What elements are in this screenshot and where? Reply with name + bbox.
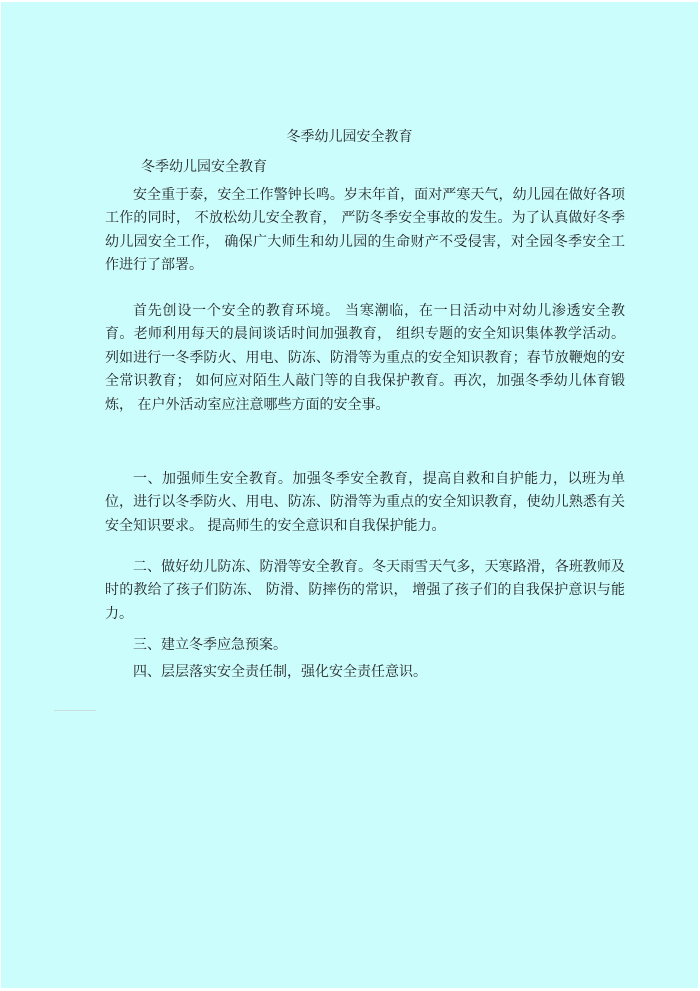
paragraph-emergency-plan: 三、建立冬季应急预案。 — [133, 637, 287, 653]
paragraph-environment: 首先创设一个安全的教育环境。 当寒潮临，在一日活动中对幼儿渗透安全教育。老师利用每天的晨间谈话时间加强教育， 组织专题的安全知识集体教学活动。列如进行一冬季防火、用电、防冻、防滑等为重点的安全知识教育；春节放鞭炮的安全常识教育； 如何应对陌生人敲门等的自我保护教育。再次，加强冬季幼儿体育锻炼， 在户外活动室应注意哪些方面的安全事。 — [105, 303, 625, 413]
paragraph-intro: 安全重于泰，安全工作警钟长鸣。岁末年首，面对严寒天气，幼儿园在做好各项工作的同时， 不放松幼儿安全教育， 严防冬季安全事故的发生。为了认真做好冬季幼儿园安全工作， 确保广大师生和幼儿园的生命财产不受侵害，对全园冬季安全工作进行了部署。 — [105, 187, 625, 274]
paragraph-responsibility: 四、层层落实安全责任制，强化安全责任意识。 — [133, 664, 427, 680]
paragraph-anti-freeze-slip: 二、做好幼儿防冻、防滑等安全教育。冬天雨雪天气多，天寒路滑，各班教师及时的教给了孩子们防冻、 防滑、防摔伤的常识， 增强了孩子们的自我保护意识与能力。 — [105, 559, 625, 622]
document-title: 冬季幼儿园安全教育 — [286, 129, 413, 145]
document-subtitle: 冬季幼儿园安全教育 — [141, 159, 267, 175]
paragraph-teacher-student-safety: 一、加强师生安全教育。加强冬季安全教育，提高自救和自护能力，以班为单位，进行以冬季防火、用电、防冻、防滑等为重点的安全知识教育，使幼儿熟悉有关安全知识要求。 提高师生的安全意识和自我保护能力。 — [105, 471, 625, 534]
document-page — [1, 2, 698, 988]
faint-line-mark — [54, 710, 96, 711]
